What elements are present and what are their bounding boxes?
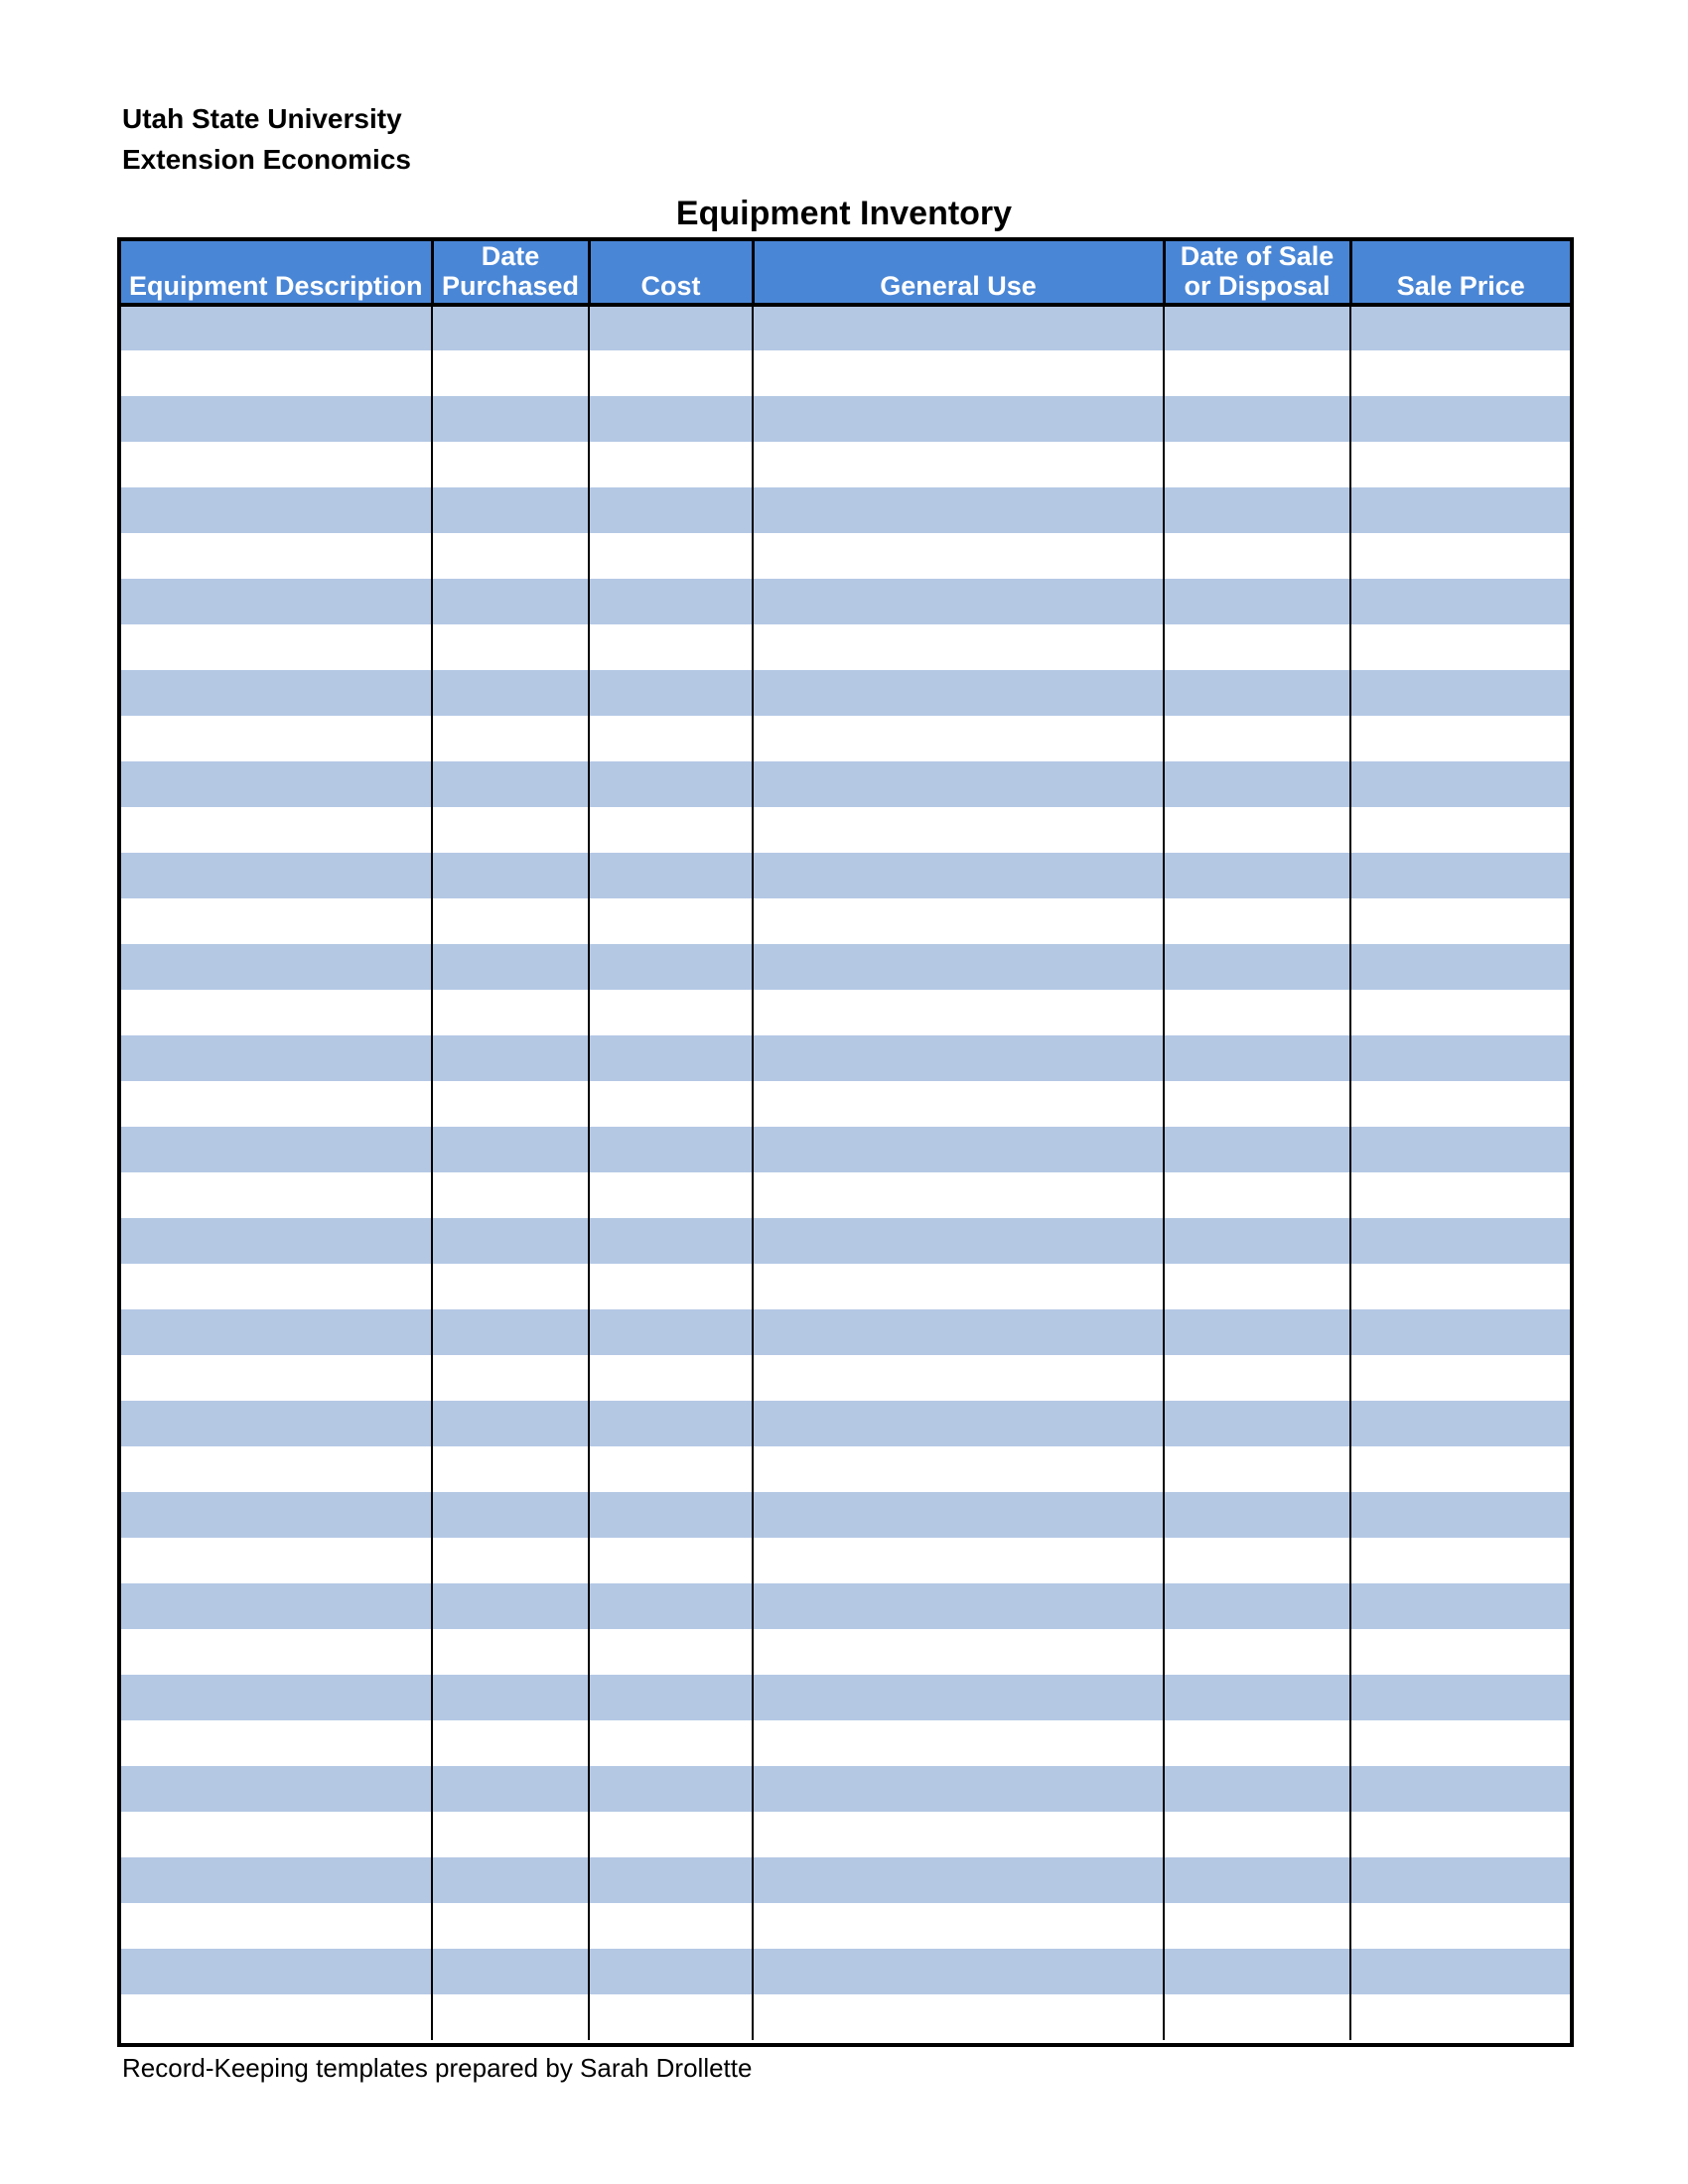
table-cell-sale-price[interactable] bbox=[1350, 1903, 1570, 1949]
table-row bbox=[121, 442, 1570, 487]
table-cell-date-purchased[interactable] bbox=[432, 1264, 589, 1309]
table-cell-cost[interactable] bbox=[589, 1812, 753, 1857]
table-cell-cost[interactable] bbox=[589, 396, 753, 442]
table-cell-date-sale[interactable] bbox=[1164, 1903, 1350, 1949]
table-row bbox=[121, 1218, 1570, 1264]
table-cell-description[interactable] bbox=[121, 1492, 432, 1538]
table-cell-description[interactable] bbox=[121, 761, 432, 807]
table-cell-sale-price[interactable] bbox=[1350, 579, 1570, 624]
inventory-table bbox=[121, 241, 1570, 2040]
table-cell-description[interactable] bbox=[121, 1903, 432, 1949]
table-cell-description[interactable] bbox=[121, 1994, 432, 2040]
table-cell-sale-price[interactable] bbox=[1350, 944, 1570, 990]
table-row bbox=[121, 761, 1570, 807]
table-cell-sale-price[interactable] bbox=[1350, 442, 1570, 487]
table-cell-cost[interactable] bbox=[589, 670, 753, 716]
table-cell-general-use[interactable] bbox=[753, 944, 1164, 990]
table-cell-date-purchased[interactable] bbox=[432, 1812, 589, 1857]
table-cell-sale-price[interactable] bbox=[1350, 1538, 1570, 1583]
column-header-label: General Use bbox=[880, 271, 1037, 301]
table-cell-sale-price[interactable] bbox=[1350, 1127, 1570, 1172]
table-cell-description[interactable] bbox=[121, 350, 432, 396]
table-cell-date-sale[interactable] bbox=[1164, 761, 1350, 807]
table-cell-cost[interactable] bbox=[589, 1218, 753, 1264]
table-cell-date-sale[interactable] bbox=[1164, 396, 1350, 442]
table-row bbox=[121, 1903, 1570, 1949]
table-cell-general-use[interactable] bbox=[753, 1264, 1164, 1309]
column-header-label: Sale Price bbox=[1396, 271, 1525, 301]
table-cell-sale-price[interactable] bbox=[1350, 350, 1570, 396]
table-row bbox=[121, 1857, 1570, 1903]
table-cell-description[interactable] bbox=[121, 1309, 432, 1355]
table-cell-general-use[interactable] bbox=[753, 1492, 1164, 1538]
column-header-label: Date of Sale bbox=[1180, 241, 1335, 271]
table-cell-sale-price[interactable] bbox=[1350, 1994, 1570, 2040]
table-cell-cost[interactable] bbox=[589, 1492, 753, 1538]
table-cell-date-sale[interactable] bbox=[1164, 1218, 1350, 1264]
table-cell-general-use[interactable] bbox=[753, 1583, 1164, 1629]
table-cell-date-purchased[interactable] bbox=[432, 807, 589, 853]
table-cell-date-purchased[interactable] bbox=[432, 944, 589, 990]
table-cell-general-use[interactable] bbox=[753, 1446, 1164, 1492]
table-cell-description[interactable] bbox=[121, 1355, 432, 1401]
table-cell-sale-price[interactable] bbox=[1350, 1081, 1570, 1127]
table-row bbox=[121, 898, 1570, 944]
table-cell-cost[interactable] bbox=[589, 1127, 753, 1172]
table-cell-cost[interactable] bbox=[589, 1309, 753, 1355]
table-cell-cost[interactable] bbox=[589, 1355, 753, 1401]
table-cell-date-purchased[interactable] bbox=[432, 1766, 589, 1812]
table-cell-date-sale[interactable] bbox=[1164, 1538, 1350, 1583]
table-cell-sale-price[interactable] bbox=[1350, 1264, 1570, 1309]
table-cell-sale-price[interactable] bbox=[1350, 1583, 1570, 1629]
table-cell-date-sale[interactable] bbox=[1164, 1127, 1350, 1172]
table-cell-date-purchased[interactable] bbox=[432, 1172, 589, 1218]
column-header-date-purchased bbox=[432, 241, 589, 305]
table-cell-general-use[interactable] bbox=[753, 1401, 1164, 1446]
table-row bbox=[121, 1675, 1570, 1720]
table-cell-general-use[interactable] bbox=[753, 1309, 1164, 1355]
organization-name: Utah State University bbox=[122, 103, 402, 134]
table-cell-general-use[interactable] bbox=[753, 624, 1164, 670]
column-header-date-of-sale bbox=[1164, 241, 1350, 305]
table-cell-sale-price[interactable] bbox=[1350, 716, 1570, 761]
table-cell-cost[interactable] bbox=[589, 1035, 753, 1081]
table-cell-sale-price[interactable] bbox=[1350, 990, 1570, 1035]
table-cell-general-use[interactable] bbox=[753, 716, 1164, 761]
table-cell-date-purchased[interactable] bbox=[432, 1583, 589, 1629]
table-cell-date-sale[interactable] bbox=[1164, 1583, 1350, 1629]
table-cell-date-purchased[interactable] bbox=[432, 1127, 589, 1172]
table-row bbox=[121, 1355, 1570, 1401]
table-cell-description[interactable] bbox=[121, 1446, 432, 1492]
table-cell-date-purchased[interactable] bbox=[432, 305, 589, 350]
table-cell-date-purchased[interactable] bbox=[432, 1446, 589, 1492]
table-cell-cost[interactable] bbox=[589, 1994, 753, 2040]
table-row bbox=[121, 1766, 1570, 1812]
table-cell-date-sale[interactable] bbox=[1164, 716, 1350, 761]
table-cell-general-use[interactable] bbox=[753, 1218, 1164, 1264]
table-cell-sale-price[interactable] bbox=[1350, 1446, 1570, 1492]
table-cell-date-purchased[interactable] bbox=[432, 1081, 589, 1127]
table-cell-cost[interactable] bbox=[589, 853, 753, 898]
table-row bbox=[121, 1264, 1570, 1309]
footer-credit: Record-Keeping templates prepared by Sarah Drollette bbox=[122, 2053, 753, 2083]
table-cell-description[interactable] bbox=[121, 944, 432, 990]
table-cell-general-use[interactable] bbox=[753, 1035, 1164, 1081]
table-cell-cost[interactable] bbox=[589, 1264, 753, 1309]
table-cell-general-use[interactable] bbox=[753, 1903, 1164, 1949]
table-cell-general-use[interactable] bbox=[753, 396, 1164, 442]
table-cell-date-sale[interactable] bbox=[1164, 1994, 1350, 2040]
table-row bbox=[121, 1994, 1570, 2040]
table-cell-description[interactable] bbox=[121, 716, 432, 761]
table-cell-date-sale[interactable] bbox=[1164, 898, 1350, 944]
table-cell-sale-price[interactable] bbox=[1350, 1401, 1570, 1446]
table-cell-description[interactable] bbox=[121, 1766, 432, 1812]
table-cell-general-use[interactable] bbox=[753, 1127, 1164, 1172]
table-cell-sale-price[interactable] bbox=[1350, 1949, 1570, 1994]
table-row bbox=[121, 1583, 1570, 1629]
table-cell-sale-price[interactable] bbox=[1350, 1172, 1570, 1218]
table-cell-general-use[interactable] bbox=[753, 1949, 1164, 1994]
table-cell-cost[interactable] bbox=[589, 1401, 753, 1446]
table-cell-description[interactable] bbox=[121, 1857, 432, 1903]
table-row bbox=[121, 853, 1570, 898]
table-cell-description[interactable] bbox=[121, 1949, 432, 1994]
table-row bbox=[121, 305, 1570, 350]
table-cell-description[interactable] bbox=[121, 990, 432, 1035]
column-header-label: or Disposal bbox=[1184, 271, 1331, 301]
table-cell-description[interactable] bbox=[121, 1172, 432, 1218]
table-cell-general-use[interactable] bbox=[753, 1675, 1164, 1720]
table-cell-general-use[interactable] bbox=[753, 305, 1164, 350]
table-row bbox=[121, 533, 1570, 579]
table-cell-description[interactable] bbox=[121, 305, 432, 350]
table-row bbox=[121, 487, 1570, 533]
table-cell-sale-price[interactable] bbox=[1350, 1675, 1570, 1720]
table-cell-date-sale[interactable] bbox=[1164, 1401, 1350, 1446]
table-cell-date-purchased[interactable] bbox=[432, 1218, 589, 1264]
table-cell-general-use[interactable] bbox=[753, 898, 1164, 944]
table-cell-cost[interactable] bbox=[589, 1766, 753, 1812]
table-cell-date-sale[interactable] bbox=[1164, 579, 1350, 624]
table-cell-date-purchased[interactable] bbox=[432, 533, 589, 579]
table-cell-date-purchased[interactable] bbox=[432, 1994, 589, 2040]
table-cell-cost[interactable] bbox=[589, 487, 753, 533]
table-cell-description[interactable] bbox=[121, 1035, 432, 1081]
table-cell-date-sale[interactable] bbox=[1164, 1355, 1350, 1401]
table-cell-sale-price[interactable] bbox=[1350, 487, 1570, 533]
table-cell-sale-price[interactable] bbox=[1350, 807, 1570, 853]
table-cell-sale-price[interactable] bbox=[1350, 1629, 1570, 1675]
table-cell-description[interactable] bbox=[121, 1081, 432, 1127]
table-row bbox=[121, 624, 1570, 670]
inventory-table-frame bbox=[117, 237, 1574, 2047]
table-cell-date-sale[interactable] bbox=[1164, 670, 1350, 716]
table-cell-date-sale[interactable] bbox=[1164, 1720, 1350, 1766]
table-cell-description[interactable] bbox=[121, 1675, 432, 1720]
table-cell-general-use[interactable] bbox=[753, 1172, 1164, 1218]
table-cell-cost[interactable] bbox=[589, 1172, 753, 1218]
table-cell-general-use[interactable] bbox=[753, 579, 1164, 624]
table-cell-sale-price[interactable] bbox=[1350, 533, 1570, 579]
table-row bbox=[121, 1081, 1570, 1127]
table-cell-date-sale[interactable] bbox=[1164, 1766, 1350, 1812]
table-cell-date-purchased[interactable] bbox=[432, 487, 589, 533]
table-cell-cost[interactable] bbox=[589, 350, 753, 396]
table-cell-date-sale[interactable] bbox=[1164, 1675, 1350, 1720]
table-cell-sale-price[interactable] bbox=[1350, 1309, 1570, 1355]
table-cell-date-purchased[interactable] bbox=[432, 1629, 589, 1675]
table-cell-description[interactable] bbox=[121, 853, 432, 898]
table-cell-date-sale[interactable] bbox=[1164, 853, 1350, 898]
table-row bbox=[121, 1492, 1570, 1538]
table-cell-cost[interactable] bbox=[589, 1446, 753, 1492]
table-cell-date-purchased[interactable] bbox=[432, 1720, 589, 1766]
table-cell-general-use[interactable] bbox=[753, 670, 1164, 716]
table-cell-cost[interactable] bbox=[589, 1857, 753, 1903]
table-cell-date-purchased[interactable] bbox=[432, 761, 589, 807]
table-cell-cost[interactable] bbox=[589, 533, 753, 579]
table-cell-general-use[interactable] bbox=[753, 761, 1164, 807]
column-header-label: Purchased bbox=[441, 271, 580, 301]
table-cell-date-purchased[interactable] bbox=[432, 1355, 589, 1401]
department-name: Extension Economics bbox=[122, 144, 411, 175]
table-cell-date-purchased[interactable] bbox=[432, 396, 589, 442]
table-cell-general-use[interactable] bbox=[753, 1766, 1164, 1812]
table-cell-description[interactable] bbox=[121, 1538, 432, 1583]
table-cell-cost[interactable] bbox=[589, 1903, 753, 1949]
table-cell-description[interactable] bbox=[121, 1218, 432, 1264]
page-title: Equipment Inventory bbox=[675, 195, 1013, 232]
table-cell-cost[interactable] bbox=[589, 990, 753, 1035]
table-cell-cost[interactable] bbox=[589, 1081, 753, 1127]
table-cell-description[interactable] bbox=[121, 533, 432, 579]
table-cell-sale-price[interactable] bbox=[1350, 853, 1570, 898]
table-row bbox=[121, 1720, 1570, 1766]
table-cell-description[interactable] bbox=[121, 1127, 432, 1172]
table-cell-general-use[interactable] bbox=[753, 350, 1164, 396]
table-cell-date-purchased[interactable] bbox=[432, 1675, 589, 1720]
table-cell-sale-price[interactable] bbox=[1350, 670, 1570, 716]
table-cell-cost[interactable] bbox=[589, 807, 753, 853]
table-cell-cost[interactable] bbox=[589, 1675, 753, 1720]
table-row bbox=[121, 1949, 1570, 1994]
table-cell-date-sale[interactable] bbox=[1164, 305, 1350, 350]
column-header-sale-price bbox=[1350, 241, 1570, 305]
table-cell-general-use[interactable] bbox=[753, 1994, 1164, 2040]
table-cell-date-sale[interactable] bbox=[1164, 944, 1350, 990]
table-cell-cost[interactable] bbox=[589, 761, 753, 807]
table-row bbox=[121, 670, 1570, 716]
table-cell-general-use[interactable] bbox=[753, 442, 1164, 487]
table-row bbox=[121, 990, 1570, 1035]
table-cell-date-sale[interactable] bbox=[1164, 487, 1350, 533]
table-row bbox=[121, 350, 1570, 396]
table-cell-general-use[interactable] bbox=[753, 807, 1164, 853]
column-header-label: Equipment Description bbox=[128, 271, 423, 301]
table-row bbox=[121, 1035, 1570, 1081]
column-header-label: Date bbox=[481, 241, 540, 271]
table-row bbox=[121, 396, 1570, 442]
table-cell-date-purchased[interactable] bbox=[432, 350, 589, 396]
table-cell-description[interactable] bbox=[121, 1720, 432, 1766]
table-cell-date-purchased[interactable] bbox=[432, 624, 589, 670]
table-cell-sale-price[interactable] bbox=[1350, 1035, 1570, 1081]
table-row bbox=[121, 1309, 1570, 1355]
table-cell-sale-price[interactable] bbox=[1350, 624, 1570, 670]
table-cell-sale-price[interactable] bbox=[1350, 1492, 1570, 1538]
table-cell-cost[interactable] bbox=[589, 1949, 753, 1994]
column-header-equipment-description bbox=[121, 241, 432, 305]
table-cell-general-use[interactable] bbox=[753, 1538, 1164, 1583]
table-cell-sale-price[interactable] bbox=[1350, 305, 1570, 350]
table-row bbox=[121, 807, 1570, 853]
table-cell-general-use[interactable] bbox=[753, 487, 1164, 533]
table-cell-cost[interactable] bbox=[589, 624, 753, 670]
table-cell-date-purchased[interactable] bbox=[432, 1903, 589, 1949]
table-cell-date-sale[interactable] bbox=[1164, 1309, 1350, 1355]
table-row bbox=[121, 579, 1570, 624]
table-cell-date-purchased[interactable] bbox=[432, 1309, 589, 1355]
table-cell-general-use[interactable] bbox=[753, 1720, 1164, 1766]
table-cell-general-use[interactable] bbox=[753, 533, 1164, 579]
table-cell-general-use[interactable] bbox=[753, 853, 1164, 898]
table-cell-description[interactable] bbox=[121, 1583, 432, 1629]
table-cell-general-use[interactable] bbox=[753, 1629, 1164, 1675]
table-cell-date-sale[interactable] bbox=[1164, 442, 1350, 487]
table-cell-date-sale[interactable] bbox=[1164, 533, 1350, 579]
table-row bbox=[121, 1812, 1570, 1857]
table-cell-cost[interactable] bbox=[589, 442, 753, 487]
table-cell-description[interactable] bbox=[121, 1812, 432, 1857]
table-cell-description[interactable] bbox=[121, 670, 432, 716]
table-cell-date-purchased[interactable] bbox=[432, 1857, 589, 1903]
table-cell-date-sale[interactable] bbox=[1164, 1812, 1350, 1857]
table-cell-sale-price[interactable] bbox=[1350, 1812, 1570, 1857]
table-cell-date-sale[interactable] bbox=[1164, 1172, 1350, 1218]
table-cell-date-purchased[interactable] bbox=[432, 442, 589, 487]
table-cell-description[interactable] bbox=[121, 1629, 432, 1675]
table-cell-date-sale[interactable] bbox=[1164, 1629, 1350, 1675]
table-cell-sale-price[interactable] bbox=[1350, 898, 1570, 944]
table-cell-general-use[interactable] bbox=[753, 990, 1164, 1035]
table-cell-cost[interactable] bbox=[589, 944, 753, 990]
table-row bbox=[121, 1538, 1570, 1583]
table-cell-date-purchased[interactable] bbox=[432, 670, 589, 716]
table-cell-date-purchased[interactable] bbox=[432, 1492, 589, 1538]
table-cell-date-purchased[interactable] bbox=[432, 716, 589, 761]
table-cell-date-purchased[interactable] bbox=[432, 1538, 589, 1583]
table-cell-description[interactable] bbox=[121, 487, 432, 533]
table-cell-date-purchased[interactable] bbox=[432, 1949, 589, 1994]
table-cell-cost[interactable] bbox=[589, 1538, 753, 1583]
table-row bbox=[121, 1127, 1570, 1172]
table-cell-date-purchased[interactable] bbox=[432, 853, 589, 898]
table-cell-sale-price[interactable] bbox=[1350, 1218, 1570, 1264]
table-header-row bbox=[121, 241, 1570, 305]
table-cell-general-use[interactable] bbox=[753, 1812, 1164, 1857]
table-cell-general-use[interactable] bbox=[753, 1857, 1164, 1903]
column-header-label: Cost bbox=[640, 271, 701, 301]
table-cell-general-use[interactable] bbox=[753, 1355, 1164, 1401]
table-cell-sale-price[interactable] bbox=[1350, 1355, 1570, 1401]
column-header-cost bbox=[589, 241, 753, 305]
table-cell-date-sale[interactable] bbox=[1164, 990, 1350, 1035]
table-cell-date-purchased[interactable] bbox=[432, 1401, 589, 1446]
table-cell-description[interactable] bbox=[121, 807, 432, 853]
table-cell-date-sale[interactable] bbox=[1164, 1081, 1350, 1127]
table-cell-description[interactable] bbox=[121, 579, 432, 624]
table-row bbox=[121, 944, 1570, 990]
table-cell-description[interactable] bbox=[121, 396, 432, 442]
table-cell-date-purchased[interactable] bbox=[432, 990, 589, 1035]
table-cell-sale-price[interactable] bbox=[1350, 1720, 1570, 1766]
table-cell-date-sale[interactable] bbox=[1164, 1446, 1350, 1492]
table-cell-description[interactable] bbox=[121, 442, 432, 487]
table-cell-cost[interactable] bbox=[589, 1583, 753, 1629]
table-cell-general-use[interactable] bbox=[753, 1081, 1164, 1127]
table-cell-cost[interactable] bbox=[589, 898, 753, 944]
table-cell-date-sale[interactable] bbox=[1164, 807, 1350, 853]
table-cell-date-sale[interactable] bbox=[1164, 1949, 1350, 1994]
table-cell-date-sale[interactable] bbox=[1164, 1035, 1350, 1081]
table-cell-sale-price[interactable] bbox=[1350, 1857, 1570, 1903]
table-cell-description[interactable] bbox=[121, 1264, 432, 1309]
table-cell-cost[interactable] bbox=[589, 1629, 753, 1675]
table-cell-description[interactable] bbox=[121, 624, 432, 670]
table-row bbox=[121, 716, 1570, 761]
table-cell-cost[interactable] bbox=[589, 716, 753, 761]
table-cell-description[interactable] bbox=[121, 1401, 432, 1446]
table-row bbox=[121, 1446, 1570, 1492]
table-row bbox=[121, 1172, 1570, 1218]
column-header-general-use bbox=[753, 241, 1164, 305]
table-cell-sale-price[interactable] bbox=[1350, 761, 1570, 807]
table-cell-date-sale[interactable] bbox=[1164, 624, 1350, 670]
table-cell-sale-price[interactable] bbox=[1350, 396, 1570, 442]
table-cell-description[interactable] bbox=[121, 898, 432, 944]
table-cell-date-sale[interactable] bbox=[1164, 350, 1350, 396]
table-cell-date-sale[interactable] bbox=[1164, 1264, 1350, 1309]
table-cell-date-purchased[interactable] bbox=[432, 898, 589, 944]
table-cell-date-purchased[interactable] bbox=[432, 1035, 589, 1081]
table-cell-date-sale[interactable] bbox=[1164, 1857, 1350, 1903]
table-row bbox=[121, 1629, 1570, 1675]
table-row bbox=[121, 1401, 1570, 1446]
table-cell-date-purchased[interactable] bbox=[432, 579, 589, 624]
table-cell-cost[interactable] bbox=[589, 305, 753, 350]
table-cell-cost[interactable] bbox=[589, 579, 753, 624]
table-cell-sale-price[interactable] bbox=[1350, 1766, 1570, 1812]
table-body bbox=[121, 305, 1570, 2040]
table-cell-date-sale[interactable] bbox=[1164, 1492, 1350, 1538]
table-cell-cost[interactable] bbox=[589, 1720, 753, 1766]
